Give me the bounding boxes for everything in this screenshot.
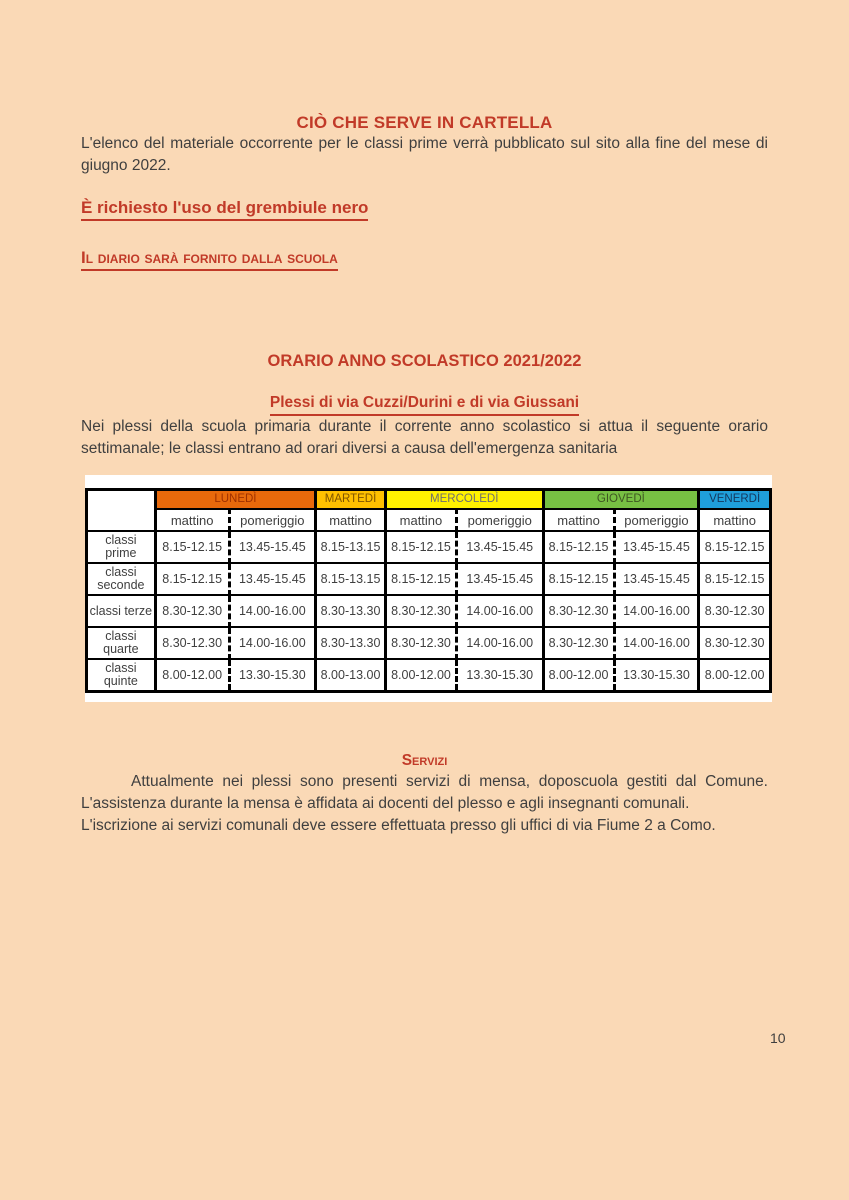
timetable-row xyxy=(87,659,771,692)
servizi-title: Servizi xyxy=(401,752,448,769)
timetable-head xyxy=(87,490,771,532)
timetable-session-header: mattino xyxy=(543,509,614,531)
timetable-time-cell: 8.15-12.15 xyxy=(155,531,229,563)
timetable-time-cell: 8.15-12.15 xyxy=(385,563,456,595)
timetable-time-cell: 8.30-12.30 xyxy=(699,595,771,627)
timetable-panel xyxy=(85,475,772,702)
timetable-session-header: mattino xyxy=(385,509,456,531)
timetable-session-header: pomeriggio xyxy=(229,509,316,531)
timetable-session-header: mattino xyxy=(316,509,386,531)
timetable-time-cell: 13.45-15.45 xyxy=(614,563,699,595)
timetable-time-cell: 8.15-13.15 xyxy=(316,531,386,563)
timetable-time-cell: 13.45-15.45 xyxy=(229,563,316,595)
timetable-day-header: MARTEDÌ xyxy=(316,490,386,510)
orario-subtitle xyxy=(81,392,768,416)
timetable-time-cell: 14.00-16.00 xyxy=(229,627,316,659)
timetable-row-label: classi seconde xyxy=(87,563,156,595)
timetable-time-cell: 8.00-12.00 xyxy=(543,659,614,692)
timetable-time-cell: 8.30-12.30 xyxy=(699,627,771,659)
timetable-time-cell: 8.30-12.30 xyxy=(543,595,614,627)
timetable-session-header: pomeriggio xyxy=(457,509,544,531)
note-grembiule xyxy=(81,197,768,221)
page-title: CIÒ CHE SERVE IN CARTELLA xyxy=(296,113,553,132)
timetable-session-header: mattino xyxy=(699,509,771,531)
timetable-time-cell: 14.00-16.00 xyxy=(229,595,316,627)
timetable-row xyxy=(87,627,771,659)
note-diario-text: Il diario sarà fornito dalla scuola xyxy=(81,247,338,271)
timetable-row xyxy=(87,531,771,563)
orario-intro-paragraph: Nei plessi della scuola primaria durante il corrente anno scolastico si attua il seguente orario settimanale; le classi entrano ad orari diversi a causa dell'emergenza sanitaria xyxy=(81,418,768,457)
timetable-time-cell: 8.30-12.30 xyxy=(155,627,229,659)
servizi-paragraph-1: Attualmente nei plessi sono presenti servizi di mensa, doposcuola gestiti dal Comune. L'assistenza durante la mensa è affidata ai docenti del plesso e agli insegnanti comunali. xyxy=(81,773,768,812)
timetable-row-label: classi quinte xyxy=(87,659,156,692)
timetable-time-cell: 8.30-12.30 xyxy=(155,595,229,627)
timetable-day-header: VENERDÌ xyxy=(699,490,771,510)
timetable-time-cell: 13.30-15.30 xyxy=(614,659,699,692)
timetable-row xyxy=(87,563,771,595)
timetable-time-cell: 14.00-16.00 xyxy=(614,595,699,627)
timetable-time-cell: 8.30-12.30 xyxy=(385,595,456,627)
timetable-row-label: classi prime xyxy=(87,531,156,563)
timetable-session-header: mattino xyxy=(155,509,229,531)
timetable xyxy=(85,488,772,693)
timetable-time-cell: 8.15-12.15 xyxy=(699,563,771,595)
timetable-time-cell: 13.45-15.45 xyxy=(229,531,316,563)
timetable-time-cell: 8.15-13.15 xyxy=(316,563,386,595)
timetable-time-cell: 14.00-16.00 xyxy=(614,627,699,659)
timetable-time-cell: 8.30-13.30 xyxy=(316,595,386,627)
timetable-time-cell: 8.15-12.15 xyxy=(699,531,771,563)
page-number: 10 xyxy=(770,1030,786,1046)
orario-subtitle-text: Plessi di via Cuzzi/Durini e di via Giussani xyxy=(270,392,579,416)
timetable-session-header: pomeriggio xyxy=(614,509,699,531)
timetable-time-cell: 8.00-12.00 xyxy=(385,659,456,692)
timetable-time-cell: 13.45-15.45 xyxy=(614,531,699,563)
timetable-time-cell: 8.15-12.15 xyxy=(155,563,229,595)
timetable-time-cell: 8.30-12.30 xyxy=(385,627,456,659)
servizi-paragraph-2: L'iscrizione ai servizi comunali deve essere effettuata presso gli uffici di via Fiume 2 a Como. xyxy=(81,817,716,834)
timetable-time-cell: 8.15-12.15 xyxy=(543,531,614,563)
timetable-time-cell: 8.00-13.00 xyxy=(316,659,386,692)
timetable-time-cell: 8.00-12.00 xyxy=(699,659,771,692)
note-grembiule-text: È richiesto l'uso del grembiule nero xyxy=(81,197,368,221)
timetable-time-cell: 8.15-12.15 xyxy=(385,531,456,563)
timetable-corner-cell xyxy=(87,490,156,532)
timetable-time-cell: 14.00-16.00 xyxy=(457,627,544,659)
timetable-time-cell: 14.00-16.00 xyxy=(457,595,544,627)
timetable-time-cell: 13.30-15.30 xyxy=(229,659,316,692)
timetable-body xyxy=(87,531,771,692)
timetable-time-cell: 8.15-12.15 xyxy=(543,563,614,595)
timetable-time-cell: 13.30-15.30 xyxy=(457,659,544,692)
timetable-day-header: GIOVEDÌ xyxy=(543,490,699,510)
timetable-time-cell: 13.45-15.45 xyxy=(457,531,544,563)
note-diario xyxy=(81,247,768,271)
timetable-time-cell: 13.45-15.45 xyxy=(457,563,544,595)
orario-title: ORARIO ANNO SCOLASTICO 2021/2022 xyxy=(267,352,582,370)
timetable-row-label: classi quarte xyxy=(87,627,156,659)
intro-paragraph: L'elenco del materiale occorrente per le classi prime verrà pubblicato sul sito alla fine del mese di giugno 2022. xyxy=(81,135,768,174)
timetable-time-cell: 8.30-12.30 xyxy=(543,627,614,659)
timetable-row xyxy=(87,595,771,627)
timetable-time-cell: 8.00-12.00 xyxy=(155,659,229,692)
timetable-day-header: LUNEDÌ xyxy=(155,490,315,510)
timetable-row-label: classi terze xyxy=(87,595,156,627)
timetable-day-header: MERCOLEDÌ xyxy=(385,490,543,510)
timetable-time-cell: 8.30-13.30 xyxy=(316,627,386,659)
